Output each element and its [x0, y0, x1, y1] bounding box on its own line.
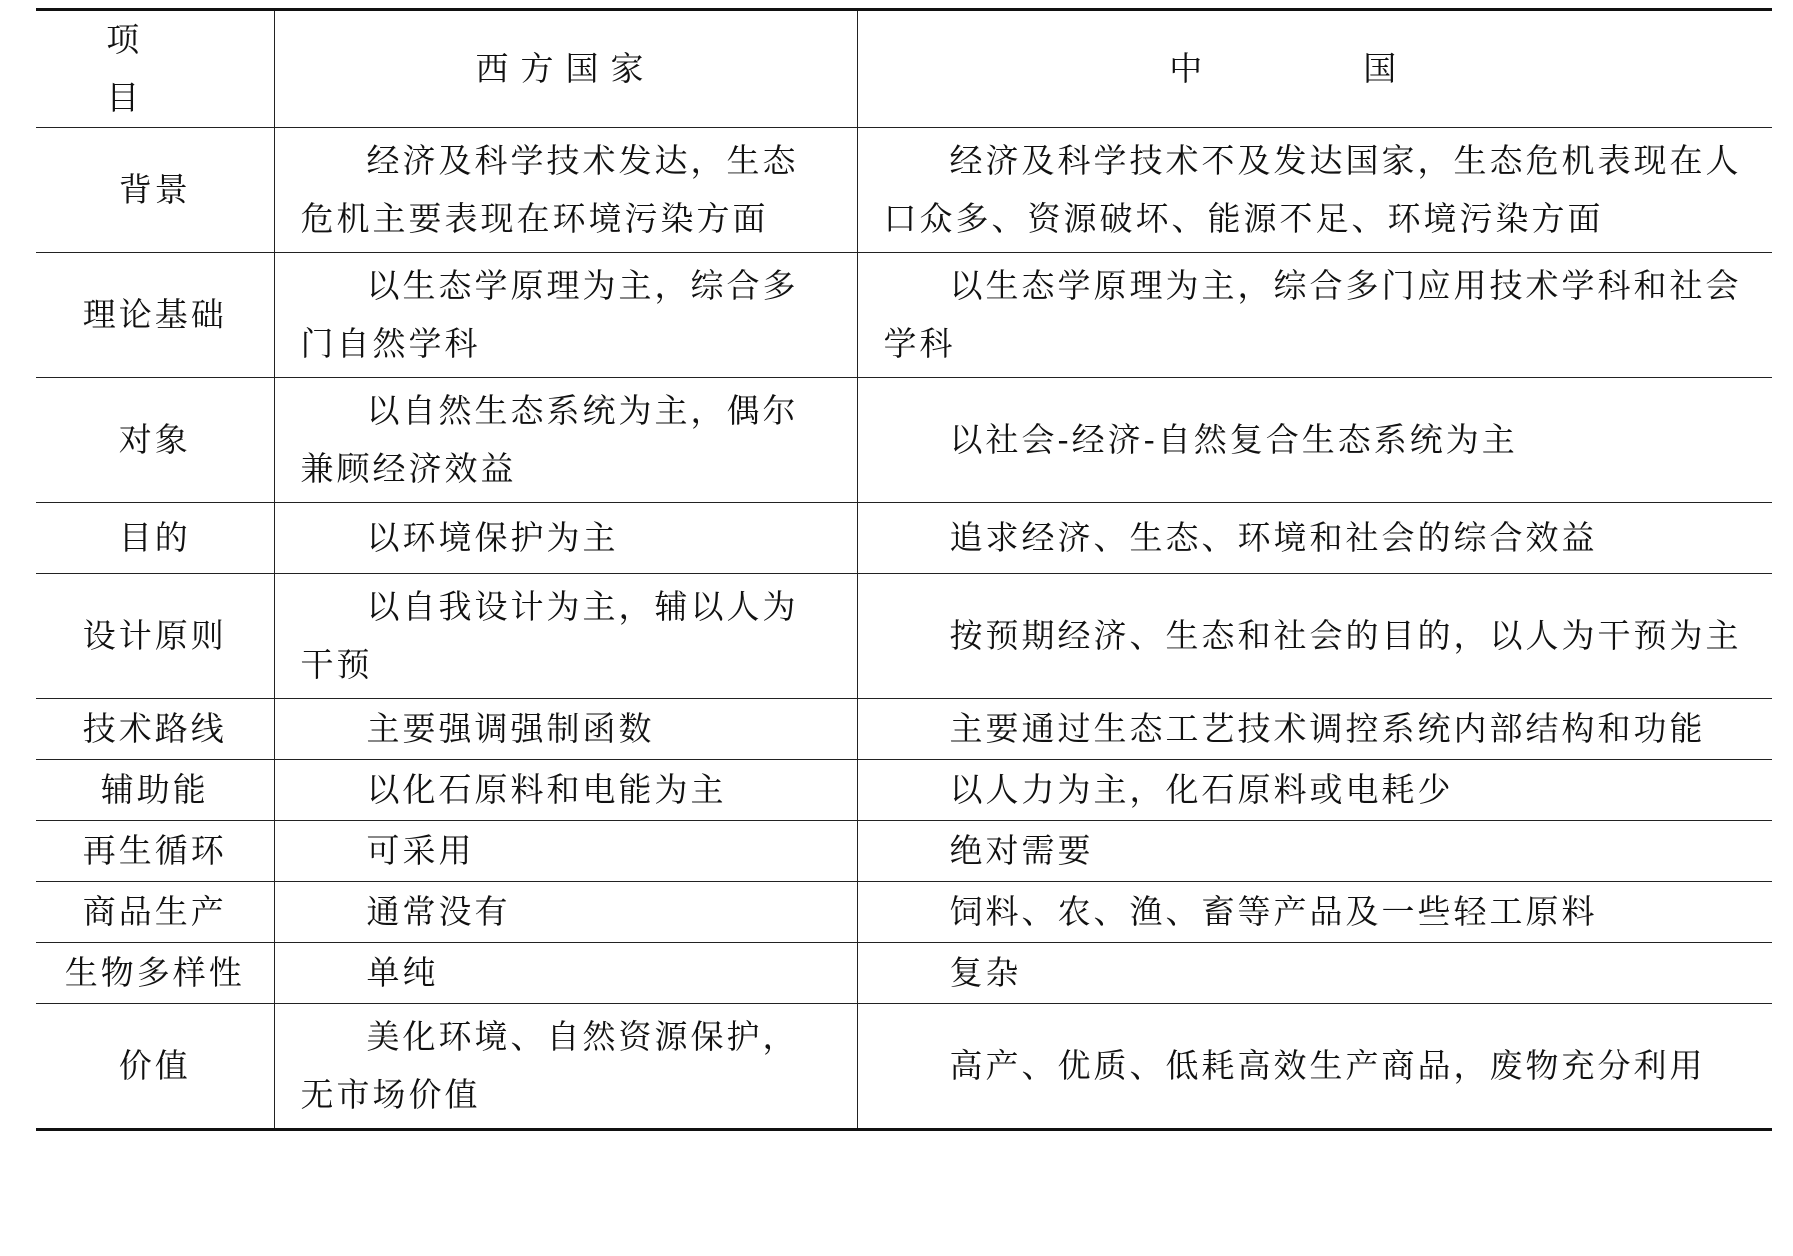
- row-item: 再生循环: [36, 821, 274, 882]
- row-item: 商品生产: [36, 882, 274, 943]
- table-header: [36, 10, 1772, 128]
- row-china: 主要通过生态工艺技术调控系统内部结构和功能: [857, 699, 1772, 760]
- row-china: 追求经济、生态、环境和社会的综合效益: [857, 503, 1772, 574]
- table-row: [36, 574, 1772, 699]
- row-china: 经济及科学技术不及发达国家，生态危机表现在人口众多、资源破坏、能源不足、环境污染方面: [857, 128, 1772, 253]
- row-china: 按预期经济、生态和社会的目的，以人为干预为主: [857, 574, 1772, 699]
- comparison-table-container: [36, 8, 1772, 1131]
- row-item: 目的: [36, 503, 274, 574]
- table-row: [36, 882, 1772, 943]
- row-item: 理论基础: [36, 253, 274, 378]
- row-west: 经济及科学技术发达，生态危机主要表现在环境污染方面: [274, 128, 857, 253]
- row-item: 价值: [36, 1004, 274, 1130]
- row-west: 通常没有: [274, 882, 857, 943]
- row-china: 饲料、农、渔、畜等产品及一些轻工原料: [857, 882, 1772, 943]
- row-item: 背景: [36, 128, 274, 253]
- row-china: 以生态学原理为主，综合多门应用技术学科和社会学科: [857, 253, 1772, 378]
- table-row: [36, 943, 1772, 1004]
- row-china: 复杂: [857, 943, 1772, 1004]
- table-row: [36, 699, 1772, 760]
- row-west: 主要强调强制函数: [274, 699, 857, 760]
- table-body: [36, 128, 1772, 1130]
- row-west: 以环境保护为主: [274, 503, 857, 574]
- row-west: 以自我设计为主，辅以人为干预: [274, 574, 857, 699]
- row-item: 生物多样性: [36, 943, 274, 1004]
- row-west: 单纯: [274, 943, 857, 1004]
- row-china: 高产、优质、低耗高效生产商品，废物充分利用: [857, 1004, 1772, 1130]
- table-row: [36, 128, 1772, 253]
- header-row: [36, 10, 1772, 128]
- row-west: 美化环境、自然资源保护，无市场价值: [274, 1004, 857, 1130]
- row-china: 绝对需要: [857, 821, 1772, 882]
- comparison-table: [36, 8, 1772, 1131]
- table-row: [36, 821, 1772, 882]
- table-row: [36, 1004, 1772, 1130]
- table-row: [36, 378, 1772, 503]
- table-row: [36, 760, 1772, 821]
- row-west: 以生态学原理为主，综合多门自然学科: [274, 253, 857, 378]
- table-row: [36, 253, 1772, 378]
- header-west: 西方国家: [274, 10, 857, 128]
- row-item: 辅助能: [36, 760, 274, 821]
- header-china: 中 国: [857, 10, 1772, 128]
- row-west: 以自然生态系统为主，偶尔兼顾经济效益: [274, 378, 857, 503]
- row-west: 可采用: [274, 821, 857, 882]
- row-item: 技术路线: [36, 699, 274, 760]
- header-item: 项 目: [36, 10, 274, 128]
- row-china: 以社会-经济-自然复合生态系统为主: [857, 378, 1772, 503]
- row-item: 设计原则: [36, 574, 274, 699]
- table-row: [36, 503, 1772, 574]
- row-item: 对象: [36, 378, 274, 503]
- row-west: 以化石原料和电能为主: [274, 760, 857, 821]
- row-china: 以人力为主，化石原料或电耗少: [857, 760, 1772, 821]
